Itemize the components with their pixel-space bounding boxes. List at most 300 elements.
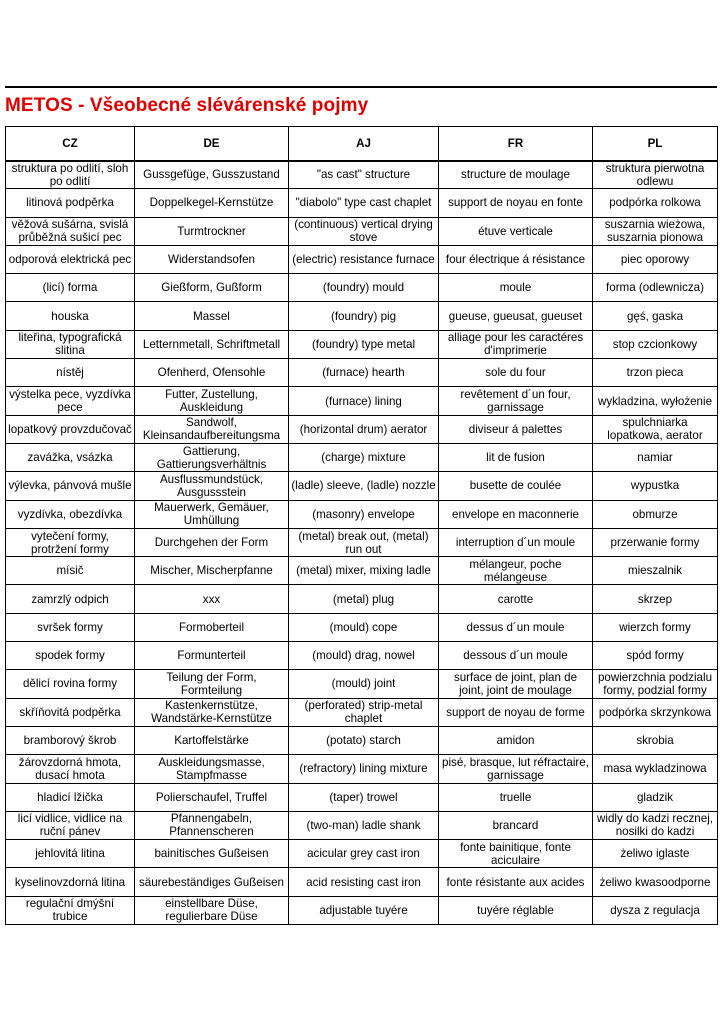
term-de: Doppelkegel-Kernstütze xyxy=(149,196,274,210)
term-aj: (metal) plug xyxy=(332,592,395,606)
cell-de xyxy=(135,528,289,556)
term-aj: (two-man) ladle shank xyxy=(306,818,421,832)
term-fr: truelle xyxy=(499,790,532,804)
cell-aj xyxy=(289,868,439,896)
cell-pl xyxy=(593,726,718,754)
term-de: Pfannengabeln, Pfannenscheren xyxy=(169,812,254,839)
cell-de xyxy=(135,359,289,387)
term-pl: żeliwo iglaste xyxy=(620,847,690,861)
term-fr: support de noyau de forme xyxy=(446,705,585,719)
cell-fr xyxy=(439,755,593,783)
term-pl: żeliwo kwasoodporne xyxy=(599,875,711,889)
term-fr: alliage pour les caractéres d'imprimerie xyxy=(447,331,584,358)
cell-de xyxy=(135,613,289,641)
term-fr: fonte résistante aux acides xyxy=(446,875,585,889)
term-aj: (furnace) lining xyxy=(325,394,402,408)
table-row xyxy=(6,670,718,698)
header-row xyxy=(6,127,718,161)
term-pl: gęś, gaska xyxy=(626,309,684,323)
term-cz: struktura po odlití, sloh po odlití xyxy=(11,161,129,188)
term-de: bainitisches Gußeisen xyxy=(154,847,269,861)
term-cz: zavážka, vsázka xyxy=(27,451,113,465)
table-row xyxy=(6,387,718,415)
cell-fr xyxy=(439,557,593,585)
term-cz: věžová sušárna, svislá průběžná sušicí pec xyxy=(11,218,129,245)
table-row xyxy=(6,613,718,641)
term-de: Gießform, Gußform xyxy=(161,281,262,295)
column-header-cz: CZ xyxy=(6,127,135,161)
cell-aj xyxy=(289,443,439,471)
cell-de xyxy=(135,783,289,811)
term-cz: hladicí lžička xyxy=(37,790,103,804)
term-fr: fonte bainitique, fonte aciculaire xyxy=(460,840,571,867)
term-cz: lopatkový provzdučovač xyxy=(8,422,132,436)
cell-aj xyxy=(289,359,439,387)
cell-de xyxy=(135,161,289,189)
cell-pl xyxy=(593,557,718,585)
term-aj: (charge) mixture xyxy=(321,451,406,465)
cell-cz xyxy=(6,670,135,698)
table-row xyxy=(6,840,718,868)
cell-aj xyxy=(289,472,439,500)
term-de: Futter, Zustellung, Auskleidung xyxy=(165,388,258,415)
cell-cz xyxy=(6,189,135,217)
cell-de xyxy=(135,472,289,500)
table-row xyxy=(6,274,718,302)
term-pl: suszarnia wieżowa, suszarnia pionowa xyxy=(604,218,706,245)
cell-aj xyxy=(289,557,439,585)
table-row xyxy=(6,415,718,443)
cell-de xyxy=(135,896,289,924)
cell-fr xyxy=(439,585,593,613)
table-row xyxy=(6,189,718,217)
table-row xyxy=(6,557,718,585)
term-aj: (ladle) sleeve, (ladle) nozzle xyxy=(291,479,436,493)
cell-de xyxy=(135,500,289,528)
cell-pl xyxy=(593,415,718,443)
table-row xyxy=(6,896,718,924)
term-pl: spód formy xyxy=(626,649,684,663)
term-aj: (masonry) envelope xyxy=(312,507,415,521)
term-de: Ausflussmundstück, Ausgussstein xyxy=(159,472,264,499)
glossary-table xyxy=(5,126,718,925)
term-pl: powierzchnia podzialu formy, podzial formy xyxy=(597,670,713,697)
cell-cz xyxy=(6,528,135,556)
cell-de xyxy=(135,274,289,302)
term-pl: podpórka skrzynkowa xyxy=(598,705,712,719)
term-cz: regulační dmýšní trubice xyxy=(25,897,115,924)
term-de: Kastenkernstütze, Wandstärke-Kernstütze xyxy=(151,699,272,726)
term-fr: moule xyxy=(499,281,532,295)
term-fr: lit de fusion xyxy=(486,451,545,465)
term-pl: skrobia xyxy=(636,734,674,748)
cell-pl xyxy=(593,217,718,245)
term-pl: dysza z regulacja xyxy=(610,903,700,917)
cell-pl xyxy=(593,302,718,330)
cell-fr xyxy=(439,472,593,500)
cell-fr xyxy=(439,811,593,839)
cell-aj xyxy=(289,245,439,273)
cell-aj xyxy=(289,840,439,868)
table-row xyxy=(6,472,718,500)
cell-de xyxy=(135,755,289,783)
cell-pl xyxy=(593,840,718,868)
cell-cz xyxy=(6,472,135,500)
cell-fr xyxy=(439,302,593,330)
term-de: Turmtrockner xyxy=(177,224,246,238)
term-aj: (perforated) strip-metal chaplet xyxy=(304,699,423,726)
cell-fr xyxy=(439,868,593,896)
cell-pl xyxy=(593,472,718,500)
cell-aj xyxy=(289,783,439,811)
cell-cz xyxy=(6,330,135,358)
cell-de xyxy=(135,302,289,330)
term-cz: vyzdívka, obezdívka xyxy=(17,507,123,521)
cell-aj xyxy=(289,500,439,528)
table-row xyxy=(6,726,718,754)
term-aj: (mould) cope xyxy=(329,620,398,634)
term-aj: (mould) drag, nowel xyxy=(312,649,415,663)
term-aj: (refractory) lining mixture xyxy=(299,762,428,776)
term-cz: dělicí rovina formy xyxy=(22,677,118,691)
cell-fr xyxy=(439,359,593,387)
cell-aj xyxy=(289,896,439,924)
cell-de xyxy=(135,557,289,585)
term-aj: (foundry) type metal xyxy=(311,337,416,351)
cell-fr xyxy=(439,613,593,641)
cell-de xyxy=(135,670,289,698)
cell-fr xyxy=(439,217,593,245)
cell-cz xyxy=(6,274,135,302)
cell-pl xyxy=(593,500,718,528)
cell-de xyxy=(135,387,289,415)
cell-cz xyxy=(6,783,135,811)
cell-fr xyxy=(439,245,593,273)
term-cz: nístěj xyxy=(56,366,84,380)
cell-aj xyxy=(289,302,439,330)
cell-cz xyxy=(6,726,135,754)
table-row xyxy=(6,330,718,358)
cell-aj xyxy=(289,528,439,556)
column-header-de: DE xyxy=(135,127,289,161)
term-aj: (metal) mixer, mixing ladle xyxy=(296,564,431,578)
term-de: Mauerwerk, Gemäuer, Umhüllung xyxy=(154,501,269,528)
term-fr: amidon xyxy=(496,734,535,748)
cell-pl xyxy=(593,443,718,471)
cell-aj xyxy=(289,613,439,641)
table-row xyxy=(6,811,718,839)
term-pl: namiar xyxy=(637,451,673,465)
term-aj: (potato) starch xyxy=(326,734,401,748)
term-de: Gussgefüge, Gusszustand xyxy=(143,168,280,182)
table-row xyxy=(6,302,718,330)
term-pl: mieszalnik xyxy=(627,564,683,578)
term-cz: mísič xyxy=(56,564,84,578)
cell-cz xyxy=(6,585,135,613)
cell-cz xyxy=(6,302,135,330)
term-de: Sandwolf, Kleinsandaufbereitungsma xyxy=(142,416,281,443)
term-pl: widly do kadzi recznej, nosilki do kadzi xyxy=(597,812,713,839)
term-fr: dessus d´un moule xyxy=(466,620,565,634)
term-de: Durchgehen der Form xyxy=(154,536,269,549)
term-pl: przerwanie formy xyxy=(610,536,700,549)
cell-de xyxy=(135,642,289,670)
cell-pl xyxy=(593,755,718,783)
table-row xyxy=(6,528,718,556)
term-aj: (foundry) mould xyxy=(322,281,405,295)
term-fr: carotte xyxy=(497,592,534,606)
term-cz: licí vidlice, vidlice na ruční pánev xyxy=(17,812,123,839)
cell-cz xyxy=(6,868,135,896)
cell-aj xyxy=(289,726,439,754)
top-rule xyxy=(5,86,717,88)
cell-pl xyxy=(593,274,718,302)
term-fr: four électrique á résistance xyxy=(445,253,586,267)
cell-aj xyxy=(289,642,439,670)
term-cz: zamrzlý odpich xyxy=(31,592,109,606)
cell-de xyxy=(135,868,289,896)
cell-aj xyxy=(289,217,439,245)
term-pl: trzon pieca xyxy=(626,366,684,380)
cell-aj xyxy=(289,585,439,613)
cell-aj xyxy=(289,811,439,839)
cell-de xyxy=(135,415,289,443)
term-aj: (metal) break out, (metal) run out xyxy=(298,529,429,556)
cell-pl xyxy=(593,670,718,698)
cell-fr xyxy=(439,840,593,868)
term-de: xxx xyxy=(202,592,221,606)
cell-fr xyxy=(439,415,593,443)
term-cz: výstelka pece, vyzdívka pece xyxy=(9,388,131,415)
term-cz: (licí) forma xyxy=(42,281,98,295)
cell-cz xyxy=(6,387,135,415)
cell-pl xyxy=(593,189,718,217)
cell-cz xyxy=(6,698,135,726)
table-row xyxy=(6,642,718,670)
term-fr: sole du four xyxy=(485,366,546,380)
cell-aj xyxy=(289,698,439,726)
term-cz: vytečení formy, protržení formy xyxy=(31,529,109,556)
term-de: Mischer, Mischerpfanne xyxy=(150,564,273,578)
cell-cz xyxy=(6,642,135,670)
term-pl: struktura pierwotna odlewu xyxy=(605,161,705,188)
term-fr: dessous d´un moule xyxy=(463,649,568,663)
cell-fr xyxy=(439,161,593,189)
term-fr: busette de coulée xyxy=(469,479,562,493)
term-pl: skrzep xyxy=(637,592,673,606)
term-fr: brancard xyxy=(492,818,539,832)
cell-aj xyxy=(289,387,439,415)
term-pl: piec oporowy xyxy=(620,253,690,267)
cell-cz xyxy=(6,245,135,273)
cell-cz xyxy=(6,217,135,245)
cell-cz xyxy=(6,840,135,868)
term-cz: svršek formy xyxy=(37,620,103,634)
cell-cz xyxy=(6,500,135,528)
term-fr: pisé, brasque, lut réfractaire, garnissage xyxy=(442,755,589,782)
term-aj: (electric) resistance furnace xyxy=(292,253,435,267)
cell-pl xyxy=(593,245,718,273)
term-fr: diviseur á palettes xyxy=(468,422,563,436)
cell-cz xyxy=(6,755,135,783)
cell-cz xyxy=(6,811,135,839)
term-aj: (horizontal drum) aerator xyxy=(299,422,428,436)
term-fr: support de noyau en fonte xyxy=(448,196,583,210)
term-pl: wypustka xyxy=(630,479,680,493)
term-pl: stop czcionkowy xyxy=(612,337,698,351)
cell-pl xyxy=(593,642,718,670)
term-pl: podpórka rolkowa xyxy=(609,196,701,210)
term-de: Massel xyxy=(193,309,230,323)
table-row xyxy=(6,359,718,387)
term-aj: (mould) joint xyxy=(331,677,396,691)
term-de: Widerstandsofen xyxy=(168,253,255,267)
table-row xyxy=(6,698,718,726)
term-cz: kyselinovzdorná litina xyxy=(14,875,126,889)
term-cz: houska xyxy=(51,309,89,323)
term-de: Gattierung, Gattierungsverhältnis xyxy=(156,444,267,471)
term-de: einstellbare Düse, regulierbare Düse xyxy=(165,897,258,924)
table-row xyxy=(6,500,718,528)
cell-fr xyxy=(439,443,593,471)
cell-fr xyxy=(439,330,593,358)
cell-de xyxy=(135,443,289,471)
cell-de xyxy=(135,585,289,613)
cell-pl xyxy=(593,811,718,839)
cell-pl xyxy=(593,783,718,811)
cell-pl xyxy=(593,359,718,387)
cell-fr xyxy=(439,387,593,415)
table-row xyxy=(6,217,718,245)
cell-pl xyxy=(593,698,718,726)
term-fr: tuyére réglable xyxy=(477,903,554,917)
cell-pl xyxy=(593,896,718,924)
cell-fr xyxy=(439,698,593,726)
cell-aj xyxy=(289,670,439,698)
cell-fr xyxy=(439,274,593,302)
term-aj: "diabolo" type cast chaplet xyxy=(295,196,432,210)
cell-pl xyxy=(593,161,718,189)
cell-de xyxy=(135,217,289,245)
term-aj: (taper) trowel xyxy=(329,790,398,804)
term-cz: litinová podpěrka xyxy=(26,196,114,210)
term-aj: (foundry) pig xyxy=(330,309,397,323)
term-cz: výlevka, pánvová mušle xyxy=(8,479,132,493)
term-aj: (furnace) hearth xyxy=(322,366,405,380)
cell-cz xyxy=(6,613,135,641)
table-row xyxy=(6,755,718,783)
cell-de xyxy=(135,811,289,839)
term-pl: wierzch formy xyxy=(619,620,691,634)
table-row xyxy=(6,585,718,613)
term-fr: mélangeur, poche mélangeuse xyxy=(469,557,562,584)
table-row xyxy=(6,161,718,189)
term-cz: skříňovitá podpěrka xyxy=(19,705,121,719)
column-header-fr: FR xyxy=(439,127,593,161)
term-de: Formunterteil xyxy=(177,649,246,663)
cell-pl xyxy=(593,585,718,613)
cell-cz xyxy=(6,359,135,387)
cell-aj xyxy=(289,161,439,189)
term-de: Formoberteil xyxy=(178,620,245,634)
term-cz: jehlovitá litina xyxy=(35,847,105,861)
term-fr: gueuse, gueusat, gueuset xyxy=(448,309,583,323)
page-title: METOS - Všeobecné slévárenské pojmy xyxy=(5,95,369,116)
term-pl: masa wykladzinowa xyxy=(603,762,707,776)
term-de: säurebeständiges Gußeisen xyxy=(138,875,284,889)
cell-fr xyxy=(439,500,593,528)
cell-aj xyxy=(289,274,439,302)
cell-de xyxy=(135,189,289,217)
cell-aj xyxy=(289,330,439,358)
cell-fr xyxy=(439,189,593,217)
term-aj: "as cast" structure xyxy=(316,168,411,182)
cell-cz xyxy=(6,443,135,471)
cell-de xyxy=(135,330,289,358)
cell-aj xyxy=(289,189,439,217)
term-fr: étuve verticale xyxy=(478,224,553,238)
cell-pl xyxy=(593,868,718,896)
term-pl: obmurze xyxy=(632,507,678,521)
cell-pl xyxy=(593,387,718,415)
cell-pl xyxy=(593,330,718,358)
term-pl: spulchniarka lopatkowa, aerator xyxy=(607,416,703,443)
term-fr: revêtement d´un four, garnissage xyxy=(460,388,571,415)
table-row xyxy=(6,443,718,471)
cell-aj xyxy=(289,415,439,443)
cell-cz xyxy=(6,161,135,189)
term-cz: spodek formy xyxy=(35,649,105,663)
table-row xyxy=(6,783,718,811)
term-pl: wykladzina, wyłożenie xyxy=(597,394,713,408)
cell-de xyxy=(135,840,289,868)
cell-cz xyxy=(6,415,135,443)
term-fr: structure de moulage xyxy=(461,168,570,182)
term-de: Teilung der Form, Formteilung xyxy=(166,670,257,697)
column-header-pl: PL xyxy=(593,127,718,161)
cell-fr xyxy=(439,896,593,924)
cell-fr xyxy=(439,670,593,698)
column-header-aj: AJ xyxy=(289,127,439,161)
term-aj: (continuous) vertical drying stove xyxy=(294,218,433,245)
term-aj: acicular grey cast iron xyxy=(307,847,420,861)
term-aj: adjustable tuyére xyxy=(319,903,408,917)
cell-de xyxy=(135,726,289,754)
cell-aj xyxy=(289,755,439,783)
cell-de xyxy=(135,245,289,273)
cell-fr xyxy=(439,726,593,754)
term-fr: envelope en maconnerie xyxy=(452,507,579,521)
term-cz: žárovzdorná hmota, dusací hmota xyxy=(18,755,122,782)
cell-fr xyxy=(439,642,593,670)
cell-fr xyxy=(439,528,593,556)
cell-pl xyxy=(593,613,718,641)
cell-cz xyxy=(6,557,135,585)
cell-pl xyxy=(593,528,718,556)
term-pl: forma (odlewnicza) xyxy=(606,281,704,295)
term-cz: odporová elektrická pec xyxy=(8,253,132,267)
term-de: Ofenherd, Ofensohle xyxy=(157,366,266,380)
table-row xyxy=(6,245,718,273)
table-row xyxy=(6,868,718,896)
term-de: Kartoffelstärke xyxy=(174,734,249,748)
cell-de xyxy=(135,698,289,726)
term-cz: liteřina, typografická slitina xyxy=(18,331,122,358)
term-de: Letternmetall, Schriftmetall xyxy=(142,337,281,351)
term-pl: gladzik xyxy=(636,790,674,804)
term-cz: bramborový škrob xyxy=(23,734,117,748)
term-de: Polierschaufel, Truffel xyxy=(155,790,268,804)
